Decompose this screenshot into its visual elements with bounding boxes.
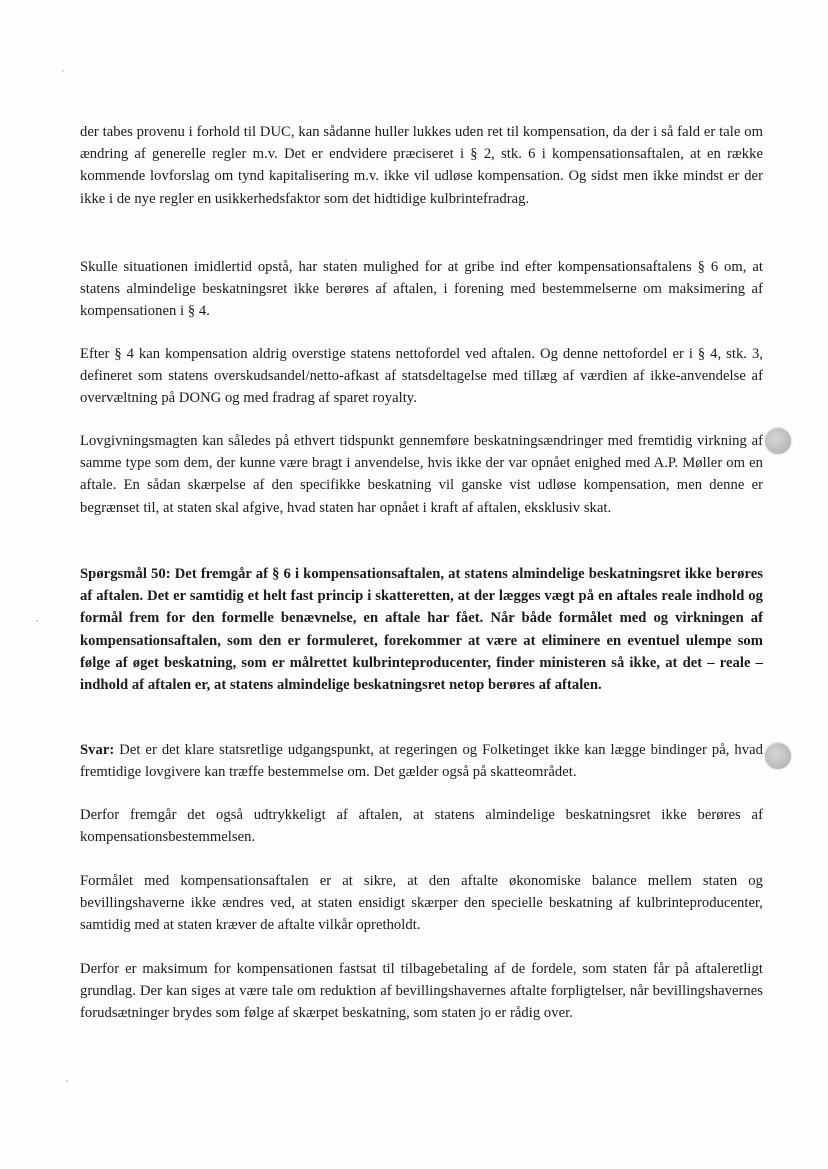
scan-speck	[66, 1080, 68, 1082]
paragraph-explicit-agreement: Derfor fremgår det også udtrykkeligt af aftalen, at statens almindelige beskatningsret ikke berøres af kompensationsbestemmelsen.	[80, 807, 763, 846]
paragraph-purpose: Formålet med kompensationsaftalen er at sikre, at den aftalte økonomiske balance mellem staten og bevillingshaverne ikke ændres ved, at staten ensidigt skærper den specielle beskatning af kulbrinteproducenter, samtidig med at staten kræver de aftalte vilkår opretholdt.	[80, 873, 763, 934]
answer-label: Svar:	[80, 742, 115, 758]
answer-paragraph	[80, 739, 763, 783]
paragraph-legislative-power: Lovgivningsmagten kan således på ethvert tidspunkt gennemføre beskatningsændringer med fremtidig virkning af samme type som dem, der kunne være bragt i anvendelse, hvis ikke der var opnået enighed med A.P. Møller om en aftale. En sådan skærpelse af den specifikke beskatning vil ganske vist udløse kompensation, men denne er begrænset til, at staten skal afgive, hvad staten har opnået i kraft af aftalen, eksklusiv skat.	[80, 433, 763, 516]
scan-speck	[36, 620, 38, 622]
punch-hole	[765, 428, 791, 454]
paragraph-continuation: der tabes provenu i forhold til DUC, kan sådanne huller lukkes uden ret til kompensation, da der i så fald er tale om ændring af generelle regler m.v. Det er endvidere præciseret i § 2, stk. 6 i kompensationsaftalen, at en række kommende lovforslag om tynd kapitalisering m.v. ikke vil udløse kompensation. Og sidst men ikke mindst er der ikke i de nye regler en usikkerhedsfaktor som det hidtidige kulbrintefradrag.	[80, 124, 763, 207]
question-50: Spørgsmål 50: Det fremgår af § 6 i kompensationsaftalen, at statens almindelige beskatningsret ikke berøres af aftalen. Det er samtidig et helt fast princip i skatteretten, at der lægges vægt på en aftales reale indhold og formål frem for den formelle benævnelse, en aftale har fået. Når både formålet med og virkningen af kompensationsaftalen, som den er formuleret, forekommer at være at eliminere en eventuel ulempe som følge af øget beskatning, som er målrettet kulbrinteproducenter, finder ministeren så ikke, at det – reale – indhold af aftalen er, at statens almindelige beskatningsret netop berøres af aftalen.	[80, 566, 763, 694]
answer-text: Det er det klare statsretlige udgangspunkt, at regeringen og Folketinget ikke kan lægge bindinger på, hvad fremtidige lovgivere kan træffe bestemmelse om. Det gælder også på skatteområdet.	[80, 742, 763, 781]
paragraph-situation: Skulle situationen imidlertid opstå, har staten mulighed for at gribe ind efter kompensationsaftalens § 6 om, at statens almindelige beskatningsret ikke berøres af aftalen, i forening med bestemmelserne om maksimering af kompensationen i § 4.	[80, 259, 763, 320]
punch-hole	[765, 743, 791, 769]
scan-speck	[62, 70, 64, 72]
paragraph-maximum-compensation: Derfor er maksimum for kompensationen fastsat til tilbagebetaling af de fordele, som staten får på aftaleretligt grundlag. Der kan siges at være tale om reduktion af bevillingshavernes aftalte forpligtelser, når bevillingshavernes forudsætninger brydes som følge af skærpet beskatning, som staten jo er rådig over.	[80, 961, 763, 1022]
paragraph-section-4: Efter § 4 kan kompensation aldrig overstige statens nettofordel ved aftalen. Og denne nettofordel er i § 4, stk. 3, defineret som statens overskudsandel/netto-afkast af statsdeltagelse med tillæg af værdien af ikke-anvendelse af overvæltning på DONG og med fradrag af sparet royalty.	[80, 346, 763, 407]
